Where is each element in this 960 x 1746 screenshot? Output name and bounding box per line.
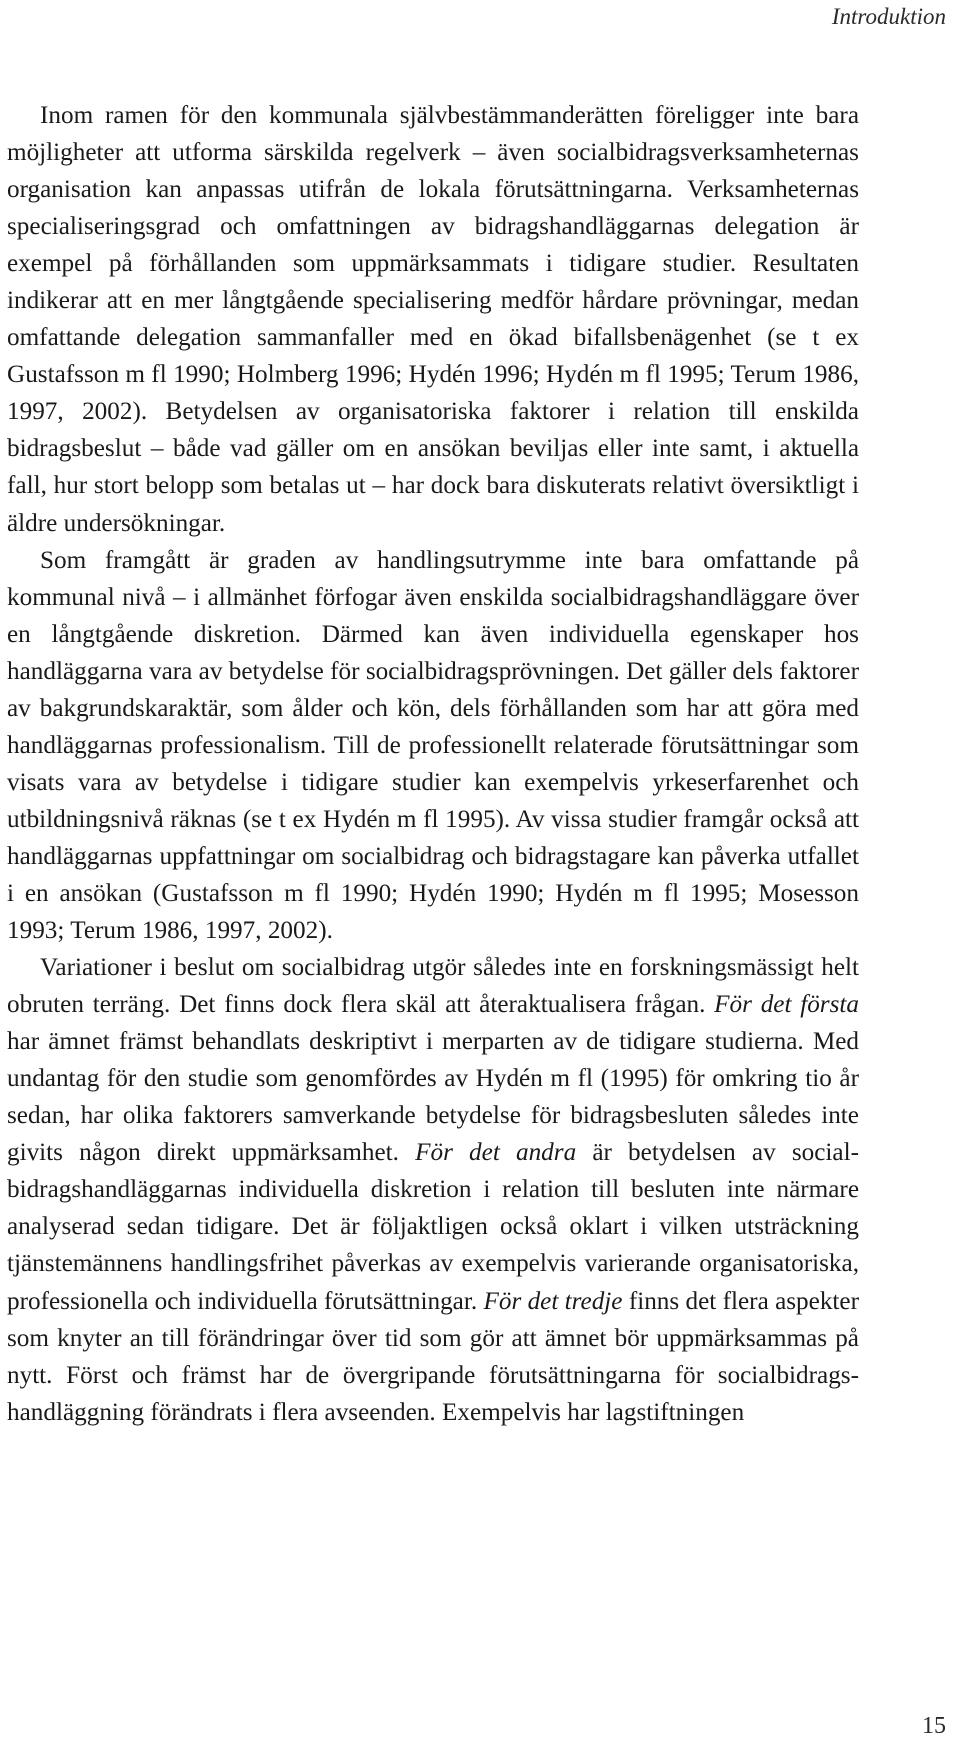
text-run: Variationer i beslut om socialbidrag utgör således inte en forskningsmässigt helt obruten terräng. Det finns dock flera skäl att återaktualisera frågan. xyxy=(7,954,859,1019)
paragraph xyxy=(7,949,859,1431)
paragraph xyxy=(7,542,859,950)
paragraph xyxy=(7,97,859,542)
italic-phrase: För det andra xyxy=(415,1139,577,1167)
text-run: finns det flera aspekter som knyter an till förändringar över tid som gör att ämnet bör uppmärksammas på nytt. Först och främst har de övergripande förutsättningarna för socialbidragshandläggning förändrats i flera avseenden. Exempelvis har lagstiftningen xyxy=(7,1287,859,1426)
text-run: Inom ramen för den kommunala självbestämmanderätten föreligger inte bara möjligheter att utforma särskilda regelverk – även socialbidragsverksamheternas organisation kan anpassas utifrån de lokala förutsättningarna. Verksamheternas specialiseringsgrad och omfattningen av bidragshandläggarnas delegation är exempel på förhållanden som uppmärksammats i tidigare studier. Resultaten indikerar att en mer långtgående specialisering medför hårdare prövningar, medan omfattande delegation sammanfaller med en ökad bifallsbenägenhet (se t ex Gustafsson m fl 1990; Holmberg 1996; Hydén 1996; Hydén m fl 1995; Terum 1986, 1997, 2002). Betydelsen av organisatoriska faktorer i relation till enskilda bidragsbeslut – både vad gäller om en ansökan beviljas eller inte samt, i aktuella fall, hur stort belopp som betalas ut – har dock bara diskuterats relativt översiktligt i äldre undersökningar. xyxy=(7,102,859,537)
text-run: är betydelsen av socialbidragshandläggarnas individuella diskretion i relation till besluten inte närmare analyserad sedan tidigare. Det är följaktligen också oklart i vilken utsträckning tjänstemännens handlingsfrihet påverkas av exempelvis varierande organisatoriska, professionella och individuella förutsättningar. xyxy=(7,1139,860,1315)
text-run: har ämnet främst behandlats deskriptivt i merparten av de tidigare studierna. Med undantag för den studie som genomfördes av Hydén m fl (1995) för omkring tio år sedan, har olika faktorers samverkande betydelse för bidragsbesluten således inte givits någon direkt uppmärksamhet. xyxy=(7,1028,859,1167)
running-header: Introduktion xyxy=(831,4,946,29)
italic-phrase: För det första xyxy=(714,991,860,1019)
page-number: 15 xyxy=(922,1713,946,1739)
italic-phrase: För det tredje xyxy=(483,1287,623,1315)
body-text xyxy=(7,97,859,1431)
text-run: Som framgått är graden av handlingsutrymme inte bara omfattande på kommunal nivå – i allmänhet förfogar även enskilda socialbidragshandläggare över en långtgående diskretion. Därmed kan även individuella egenskaper hos handläggarna vara av betydelse för socialbidragsprövningen. Det gäller dels faktorer av bakgrundskaraktär, som ålder och kön, dels förhållanden som har att göra med handläggarnas professionalism. Till de professionellt relaterade förutsättningar som visats vara av betydelse i tidigare studier kan exempelvis yrkeserfarenhet och utbildningsnivå räknas (se t ex Hydén m fl 1995). Av vissa studier framgår också att handläggarnas uppfattningar om socialbidrag och bidragstagare kan påverka utfallet i en ansökan (Gustafsson m fl 1990; Hydén 1990; Hydén m fl 1995; Mosesson 1993; Terum 1986, 1997, 2002). xyxy=(7,546,859,945)
